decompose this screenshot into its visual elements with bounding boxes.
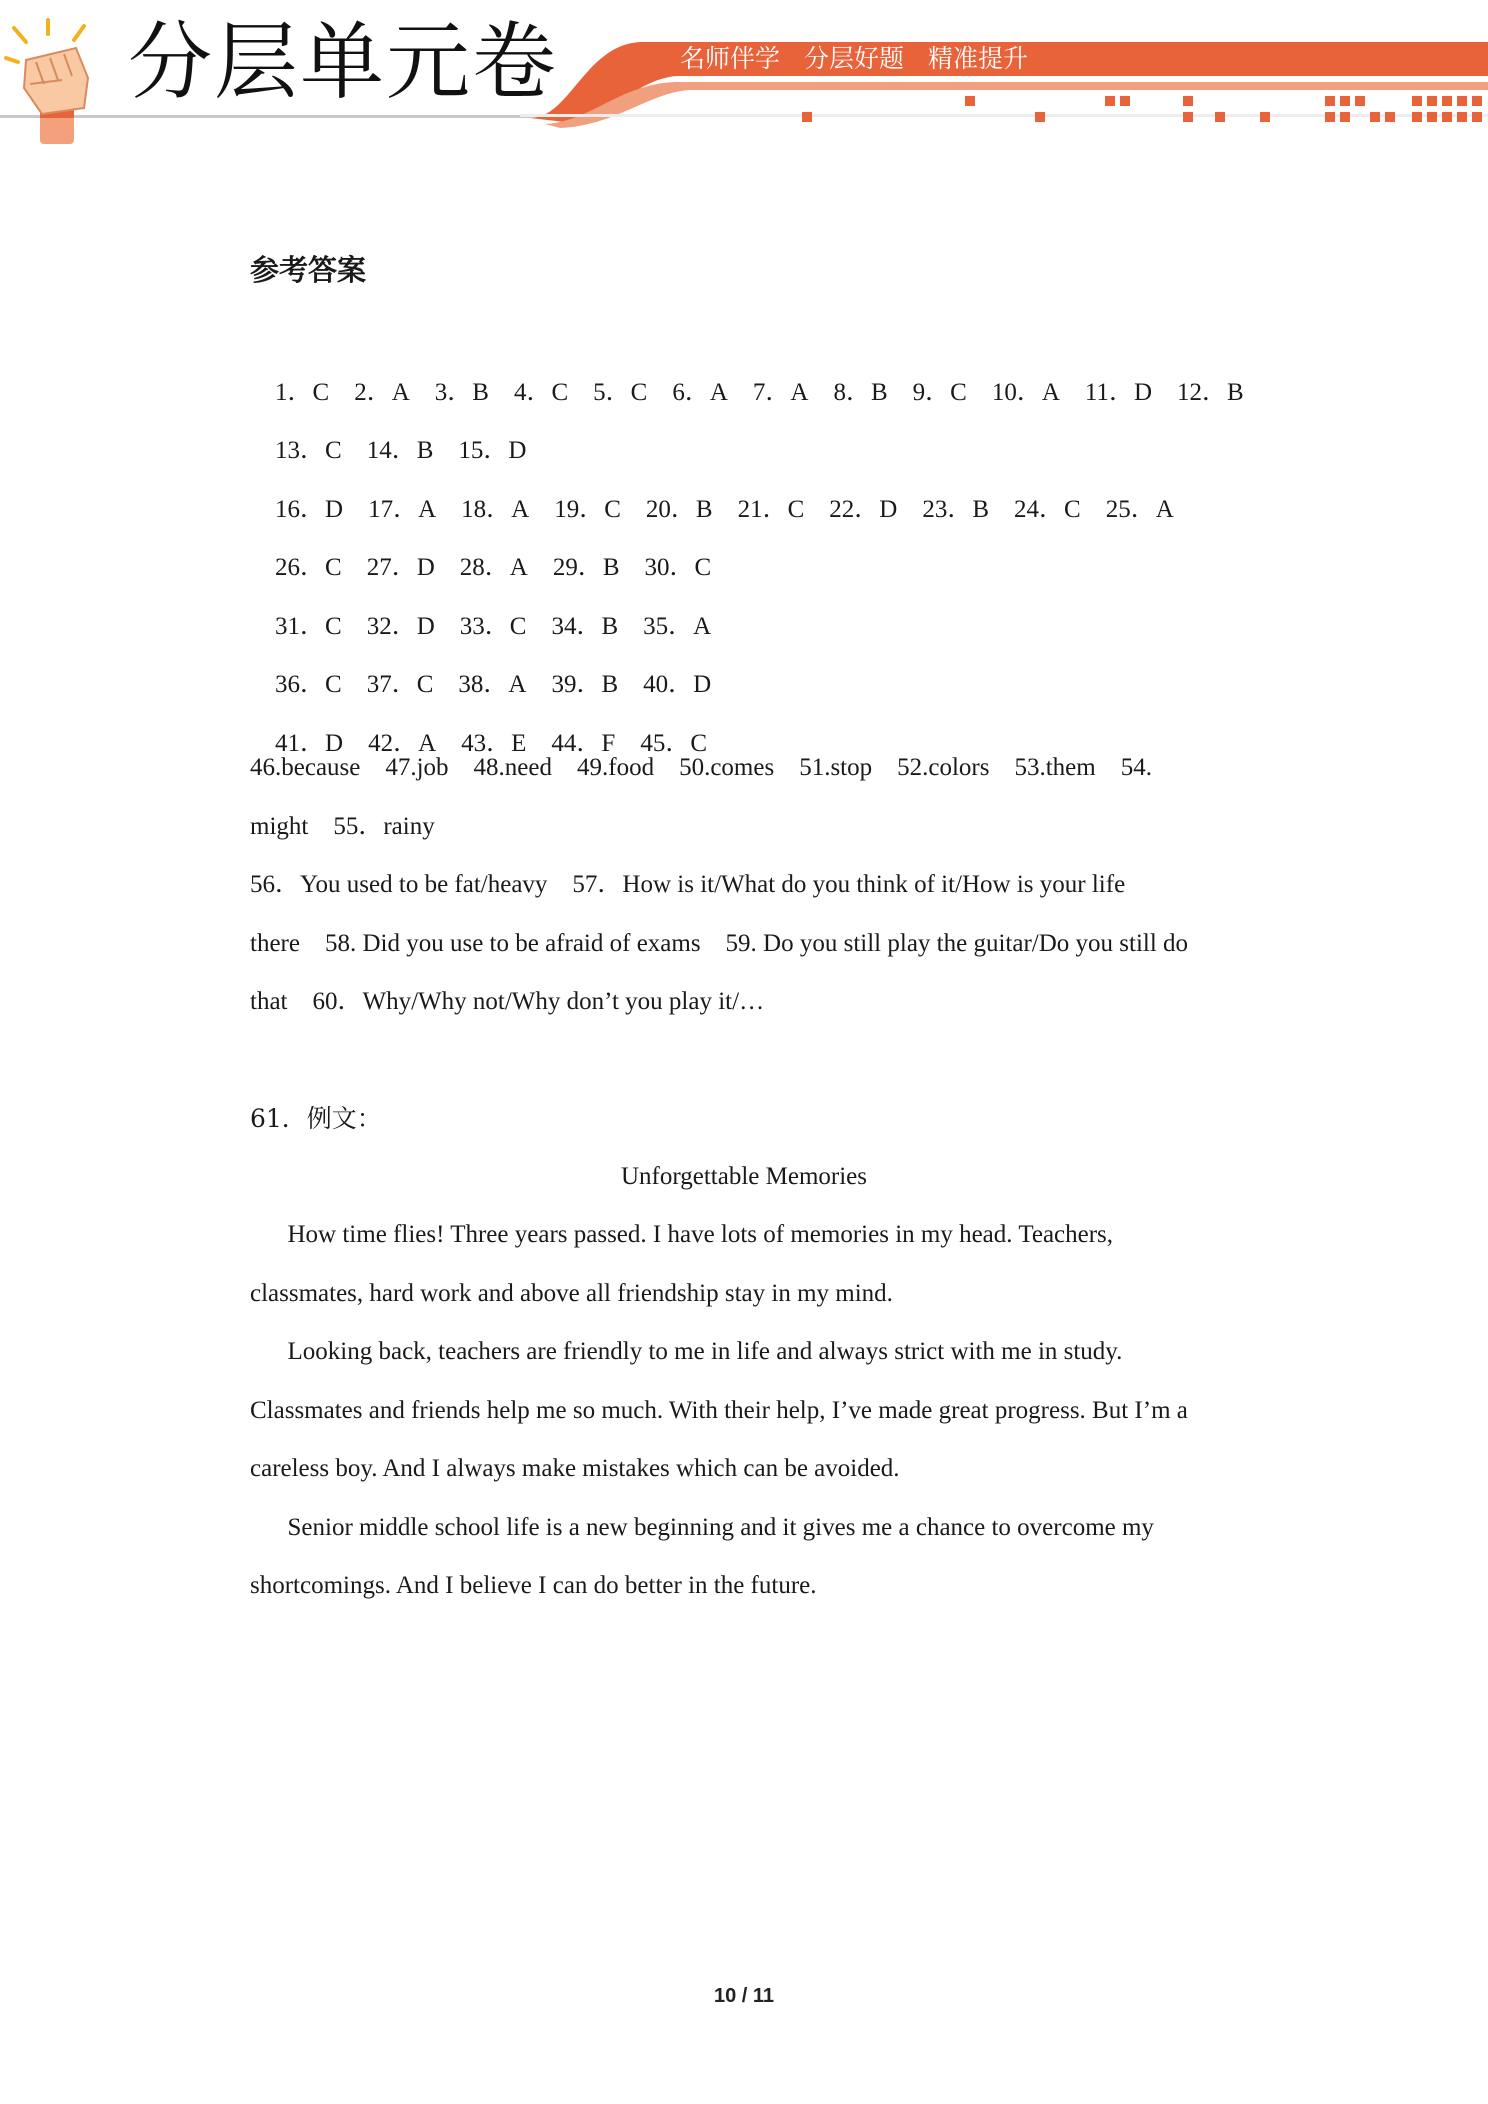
answer-item: 40．D — [643, 671, 712, 698]
essay-label: 61．例文： — [250, 1104, 382, 1133]
answer-item: 3．B — [434, 379, 489, 406]
answer-item: 24．C — [1014, 496, 1081, 523]
answer-item: 36．C — [275, 671, 342, 698]
answer-item: 44．F — [551, 730, 616, 757]
answer-item: 15．D — [458, 437, 527, 464]
answer-item: 11．D — [1084, 379, 1153, 406]
answer-item: 9．C — [912, 379, 967, 406]
fill-line: 56．You used to be fat/heavy 57．How is it/What do you think of it/How is your life — [250, 871, 1126, 898]
header-slogans — [680, 43, 1028, 75]
answer-item: 10．A — [991, 379, 1060, 406]
answer-item: 5．C — [593, 379, 648, 406]
answer-item: 13．C — [275, 437, 342, 464]
slogan-3: 精准提升 — [928, 44, 1029, 73]
answer-item: 12．B — [1177, 379, 1244, 406]
answer-item: 27．D — [366, 554, 435, 581]
answer-item: 6．A — [672, 379, 728, 406]
answer-item: 1．C — [275, 379, 330, 406]
fill-line: that 60．Why/Why not/Why don’t you play it/… — [250, 988, 765, 1015]
answer-item: 21．C — [737, 496, 805, 523]
answer-item: 38．A — [458, 671, 527, 698]
answer-item: 8．B — [833, 379, 888, 406]
answer-item: 29．B — [552, 554, 620, 581]
answer-item: 17．A — [368, 496, 437, 523]
answer-item: 26．C — [275, 554, 342, 581]
page-title: 参考答案 — [250, 253, 367, 287]
essay-line: classmates, hard work and above all friendship stay in my mind. — [250, 1280, 893, 1307]
answer-item: 22．D — [829, 496, 898, 523]
answer-item: 32．D — [366, 613, 435, 640]
answer-item: 7．A — [752, 379, 809, 406]
header-banner — [0, 0, 1488, 150]
brand-title: 分层单元卷 — [128, 13, 559, 111]
answer-item: 16．D — [275, 496, 344, 523]
answer-item: 2．A — [354, 379, 410, 406]
answer-item: 42．A — [368, 730, 437, 757]
answer-item: 34．B — [551, 613, 619, 640]
fill-line: there 58. Did you use to be afraid of exams 59. Do you still play the guitar/Do you still do — [250, 930, 1189, 957]
answer-item: 31．C — [275, 613, 342, 640]
essay-line: careless boy. And I always make mistakes which can be avoided. — [250, 1455, 900, 1482]
page-number: 10 / 11 — [713, 1985, 775, 2007]
answer-item: 14．B — [366, 437, 434, 464]
answer-item: 20．B — [645, 496, 713, 523]
slogan-2: 分层好题 — [804, 44, 905, 73]
fist-icon — [4, 18, 100, 144]
answer-item: 35．A — [643, 613, 712, 640]
answer-item: 33．C — [459, 613, 527, 640]
answer-item: 43．E — [461, 730, 527, 757]
fill-line: might 55．rainy — [250, 813, 435, 840]
answer-item: 25．A — [1105, 496, 1174, 523]
answer-item: 37．C — [366, 671, 434, 698]
answer-item: 4．C — [513, 379, 569, 406]
essay-line: Looking back, teachers are friendly to me in life and always strict with me in study. — [250, 1338, 1123, 1365]
answer-item: 39．B — [551, 671, 619, 698]
answer-item: 19．C — [554, 496, 621, 523]
essay-title: Unforgettable Memories — [621, 1163, 867, 1190]
essay-line: shortcomings. And I believe I can do better in the future. — [250, 1572, 817, 1599]
answer-item: 23．B — [922, 496, 989, 523]
answer-item: 30．C — [644, 554, 712, 581]
answer-item: 45．C — [640, 730, 707, 757]
essay-line: How time flies! Three years passed. I have lots of memories in my head. Teachers, — [250, 1221, 1114, 1248]
answer-item: 28．A — [459, 554, 528, 581]
slogan-1: 名师伴学 — [680, 44, 781, 73]
essay-line: Classmates and friends help me so much. With their help, I’ve made great progress. But I’m a — [250, 1397, 1188, 1424]
answer-item: 18．A — [461, 496, 530, 523]
fill-line: 46.because 47.job 48.need 49.food 50.comes 51.stop 52.colors 53.them 54. — [250, 754, 1152, 781]
essay-line: Senior middle school life is a new beginning and it gives me a chance to overcome my — [250, 1514, 1154, 1541]
answer-item: 41．D — [275, 730, 344, 757]
